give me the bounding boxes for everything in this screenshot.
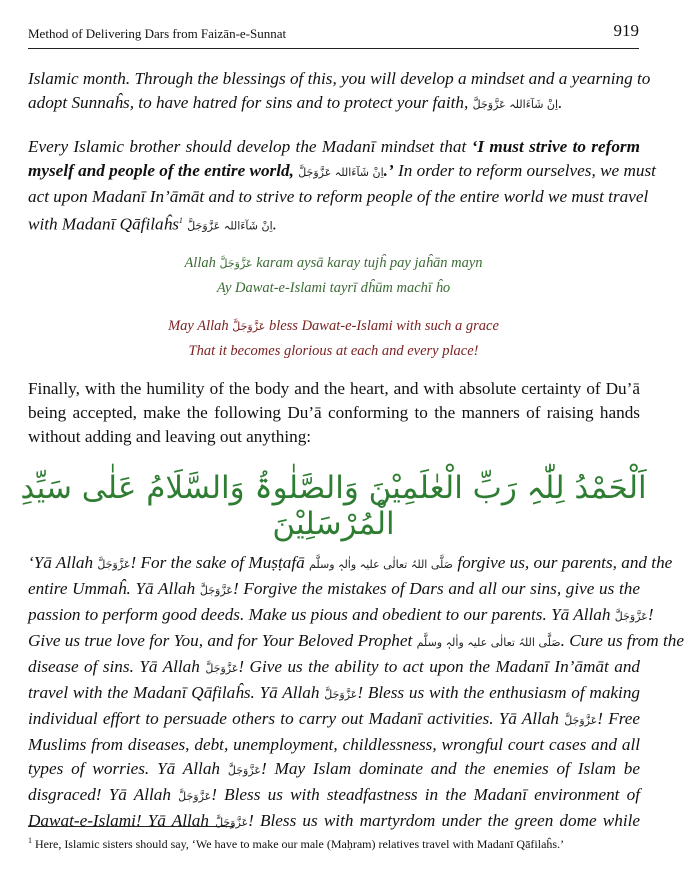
verse-urdu: Allah عَزَّوَجَلَّ karam aysā karay tujĥ pay jaĥān mayn Ay Dawat-e-Islami tayrī dĥūm machī ĥo xyxy=(184,255,483,296)
footnote-rule xyxy=(28,826,233,827)
paragraph-3: Finally, with the humility of the body and the heart, and with absolute certainty of Du’ā being accepted, make the following Du’ā conforming to the manners of raising hands without adding and leaving out anything: xyxy=(28,379,640,446)
running-title: Method of Delivering Dars from Faizān-e-Sunnat xyxy=(28,26,287,41)
insha-allah-glyph: اِنْ شَآءَاللہ عَزَّوَجَلَّ xyxy=(472,98,559,111)
page-header xyxy=(28,18,639,46)
dua-arabic-calligraphy: اَلْحَمْدُ لِلّٰہِ رَبِّ الْعٰلَمِیْنَ وَالصَّلٰوۃُ وَالسَّلَامُ عَلٰی سَیِّدِ الْمُرْسَلِیْنَ xyxy=(20,470,647,542)
page-number: 919 xyxy=(613,21,639,40)
paragraph-2: Every Islamic brother should develop the Madanī mindset that ‘I must strive to reform myself and people of the entire world, اِنْ شَآءَاللہ عَزَّوَجَلَّ.’ In order to reform ourselves, we must act upon Madanī In’āmāt and to strive to reform people of the entire world we must travel with Madanī Qāfilaĥs$^1$ اِنْ شَآءَاللہ عَزَّوَجَلَّ. xyxy=(28,137,656,234)
paragraph-1: Islamic month. Through the blessings of this, you will develop a mindset and a yearning to adopt Sunnaĥs, to have hatred for sins and to protect your faith, اِنْ شَآءَاللہ عَزَّوَجَلَّ. xyxy=(28,69,651,112)
footnote-mark: 1 xyxy=(178,216,183,225)
footnote: $^1$ Here, Islamic sisters should say, ‘We have to make our male (Maḥram) relatives travel with Madanī Qāfilaĥs.’ xyxy=(28,836,565,851)
header-rule xyxy=(28,48,639,49)
verse-english: May Allah عَزَّوَجَلَّ bless Dawat-e-Islami with such a grace That it becomes glorious at each and every place! xyxy=(168,318,499,359)
paragraph-4: ‘Yā Allah عَزَّوَجَلَّ! For the sake of Muṣṭafā صَلَّی اللہُ تعالٰی علیہ واٰلہٖ وسلَّم forgive us, our parents, and the entire Ummaĥ. Yā Allah عَزَّوَجَلَّ! Forgive the mistakes of Dars and all our sins, give us the passion to perform good deeds. Make us pious and obedient to our parents. Yā Allah عَزَّوَجَلَّ! Give us true love for You, and for Your Beloved Prophet صَلَّی اللہُ تعالٰی علیہ واٰلہٖ وسلَّم. Cure us from the disease of sins. Yā Allah عَزَّوَجَلَّ! Give us the ability to act upon the Madanī In’āmāt and travel with the Madanī Qāfilaĥs. Yā Allah عَزَّوَجَلَّ! Bless us with the enthusiasm of making individual effort to persuade others to carry out Madanī activities. Yā Allah عَزَّوَجَلَّ! Free Muslims from diseases, debt, unemployment, childlessness, wrongful court cases and all types of worries. Yā Allah عَزَّوَجَلَّ! May Islam dominate and the enemies of Islam be disgraced! Yā Allah عَزَّوَجَلَّ! Bless us with steadfastness in the Madanī environment of Dawat-e-Islami! Yā Allah عَزَّوَجَلَّ! Bless us with martyrdom under the green dome while xyxy=(28,553,684,830)
